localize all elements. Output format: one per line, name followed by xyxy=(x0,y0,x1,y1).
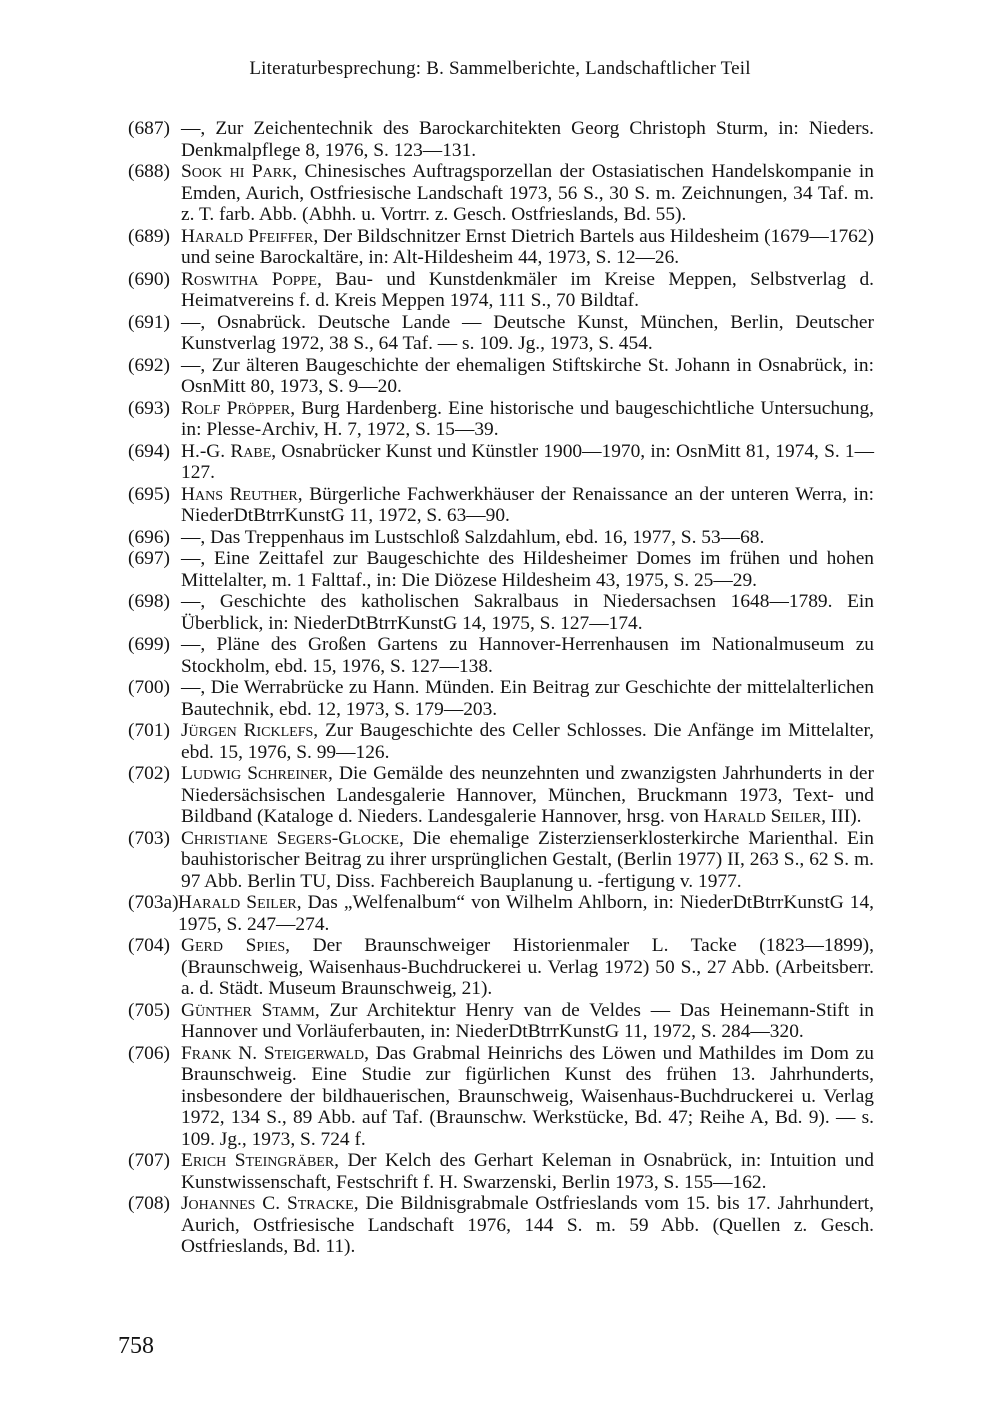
bibliography-entry xyxy=(128,161,874,226)
entry-number: (708) xyxy=(128,1193,171,1214)
entry-number: (703) xyxy=(128,827,171,849)
bibliography-entry xyxy=(128,484,874,527)
bibliography-entry xyxy=(128,1150,874,1193)
entry-number: (692) xyxy=(128,354,171,376)
entry-text: —, Pläne des Großen Gartens zu Hannover-Herrenhausen im Nationalmuseum zu Stockholm, ebd. 15, 1976, S. 127—138. xyxy=(181,634,874,677)
entry-text: —, Zur älteren Baugeschichte der ehemaligen Stiftskirche St. Johann in Osnabrück, in: OsnMitt 80, 1973, S. 9—20. xyxy=(181,354,874,397)
entry-text: , Zur Baugeschichte des Celler Schlosses. Die Anfänge im Mittelalter, ebd. 15, 1976, S. 99—126. xyxy=(181,720,874,763)
entry-author: Gerd Spies xyxy=(181,935,286,956)
entry-text: , Der Braunschweiger Historienmaler L. Tacke (1823—1899), (Braunschweig, Waisenhaus-Buchdruckerei u. Verlag 1972) 50 S., 27 Abb. (Arbeitsberr. a. d. Städt. Museum Braunschweig, 21). xyxy=(181,935,874,999)
entry-text: , Burg Hardenberg. Eine historische und baugeschichtliche Untersuchung, in: Plesse-Archiv, H. 7, 1972, S. 15—39. xyxy=(181,397,874,440)
entry-number: (695) xyxy=(128,483,171,505)
bibliography-entry xyxy=(128,1043,874,1151)
entry-number: (689) xyxy=(128,225,171,247)
entry-author: Sook hi Park xyxy=(181,161,293,182)
entry-number: (701) xyxy=(128,720,171,741)
entry-text: —, Eine Zeittafel zur Baugeschichte des Hildesheimer Domes im frühen und hohen Mittelalter, m. 1 Falttaf., in: Die Diözese Hildesheim 43, 1975, S. 25—29. xyxy=(181,548,874,591)
entry-text: —, Osnabrück. Deutsche Lande — Deutsche Kunst, München, Berlin, Deutscher Kunstverlag 1972, 38 S., 64 Taf. — s. 109. Jg., 1973, S. 454. xyxy=(181,311,874,354)
bibliography-entry xyxy=(128,355,874,398)
page-number: 758 xyxy=(118,1333,154,1359)
entry-number: (696) xyxy=(128,526,171,548)
entry-author: Ludwig Schreiner xyxy=(181,763,328,784)
entry-author: Harald Seiler xyxy=(178,892,297,913)
bibliography-entry xyxy=(128,763,874,828)
entry-author: Roswitha Poppe xyxy=(181,268,317,290)
entry-number: (704) xyxy=(128,935,171,956)
entry-text: , Die Bildnisgrabmale Ostfrieslands vom 15. bis 17. Jahrhundert, Aurich, Ostfriesische Landschaft 1976, 144 S. m. 59 Abb. (Quellen z. Gesch. Ostfrieslands, Bd. 11). xyxy=(181,1193,874,1257)
bibliography-entry xyxy=(128,269,874,312)
entry-editor: Harald Seiler xyxy=(703,806,822,827)
entry-number: (687) xyxy=(128,118,171,139)
bibliography-entry xyxy=(128,1193,874,1258)
entry-text: , Bürgerliche Fachwerkhäuser der Renaissance an der unteren Werra, in: NiederDtBtrrKunstG 11, 1972, S. 63—90. xyxy=(181,483,875,526)
entry-text: , Chinesisches Auftragsporzellan der Ostasiatischen Handelskompanie in Emden, Aurich, Ostfriesische Landschaft 1973, 56 S., 30 S. m. Zeichnungen, 34 Taf. m. z. T. farb. Abb. (Abhh. u. Vortrr. z. Gesch. Ostfrieslands, Bd. 55). xyxy=(181,161,874,225)
entry-text: —, Das Treppenhaus im Lustschloß Salzdahlum, ebd. 16, 1977, S. 53—68. xyxy=(181,526,765,548)
bibliography-entry xyxy=(128,720,874,763)
bibliography-entry xyxy=(128,935,874,1000)
entry-number: (707) xyxy=(128,1150,171,1171)
entry-text: , Der Kelch des Gerhart Keleman in Osnabrück, in: Intuition und Kunstwissenschaft, Festschrift f. H. Swarzenski, Berlin 1973, S. 155—162. xyxy=(181,1150,874,1193)
bibliography-entry xyxy=(128,591,874,634)
entry-author: Christiane Segers-Glocke xyxy=(181,827,399,849)
entry-author: Günther Stamm xyxy=(181,999,315,1021)
entry-text: —, Geschichte des katholischen Sakralbaus in Niedersachsen 1648—1789. Ein Überblick, in: NiederDtBtrrKunstG 14, 1975, S. 127—174. xyxy=(181,591,874,634)
entry-author: Erich Steingräber xyxy=(181,1150,335,1171)
bibliography-entry xyxy=(128,441,874,484)
bibliography-entry xyxy=(128,312,874,355)
entry-text: , Zur Architektur Henry van de Veldes — Das Heinemann-Stift in Hannover und Vorläuferbauten, in: NiederDtBtrrKunstG 11, 1972, S. 284—320. xyxy=(181,999,874,1042)
entry-text: —, Zur Zeichentechnik des Barockarchitekten Georg Christoph Sturm, in: Nieders. Denkmalpflege 8, 1976, S. 123—131. xyxy=(181,118,874,161)
entry-number: (705) xyxy=(128,999,171,1021)
entry-text: , Bau- und Kunstdenkmäler im Kreise Meppen, Selbstverlag d. Heimatvereins f. d. Kreis Meppen 1974, 111 S., 70 Bildtaf. xyxy=(181,268,874,311)
entry-author: H.-G. Rabe xyxy=(181,440,272,462)
entry-number: (699) xyxy=(128,634,171,655)
entry-number: (691) xyxy=(128,311,171,333)
entry-author: Jürgen Ricklefs xyxy=(181,720,314,741)
entry-text: —, Die Werrabrücke zu Hann. Münden. Ein Beitrag zur Geschichte der mittelalterlichen Bautechnik, ebd. 12, 1973, S. 179—203. xyxy=(181,677,874,720)
bibliography-entry xyxy=(128,226,874,269)
entry-text: , Das „Welfenalbum“ von Wilhelm Ahlborn, in: NiederDtBtrrKunstG 14, 1975, S. 247—274. xyxy=(178,892,875,935)
entry-number: (702) xyxy=(128,763,171,784)
entry-author: Johannes C. Stracke xyxy=(181,1193,354,1214)
bibliography-entry xyxy=(128,398,874,441)
bibliography-entry xyxy=(128,828,874,893)
bibliography-entry xyxy=(128,677,874,720)
bibliography-entry xyxy=(128,1000,874,1043)
entry-author: Rolf Pröpper xyxy=(181,397,291,419)
bibliography-entry xyxy=(128,548,874,591)
bibliography-entry xyxy=(128,527,874,549)
entry-text: , Die Gemälde des neunzehnten und zwanzigsten Jahrhunderts in der Niedersächsischen Landesgalerie Hannover, München, Bruckmann 1973, Text- und Bildband (Kataloge d. Nieders. Landesgalerie Hannover, hrsg. von xyxy=(181,763,874,827)
entry-text: , Der Bildschnitzer Ernst Dietrich Bartels aus Hildesheim (1679—1762) und seine Barockaltäre, in: Alt-Hildesheim 44, 1973, S. 12—26. xyxy=(181,225,874,268)
entry-number: (697) xyxy=(128,548,171,569)
entry-number: (706) xyxy=(128,1042,171,1064)
entry-author: Harald Pfeiffer xyxy=(181,225,314,247)
entry-text: , Das Grabmal Heinrichs des Löwen und Mathildes im Dom zu Braunschweig. Eine Studie zur figürlichen Kunst des frühen 13. Jahrhunderts, insbesondere der bildhauerischen, Braunschweig, Waisenhaus-Buchdruckerei u. Verlag 1972, 134 S., 89 Abb. auf Taf. (Braunschw. Werkstücke, Bd. 47; Reihe A, Bd. 9). — s. 109. Jg., 1973, S. 724 f. xyxy=(181,1042,874,1150)
entry-number: (698) xyxy=(128,591,171,612)
bibliography-entry xyxy=(128,892,874,935)
entry-author: Hans Reuther xyxy=(181,483,298,505)
bibliography-entry xyxy=(128,634,874,677)
entry-text-tail: , III). xyxy=(821,806,862,827)
entry-number: (690) xyxy=(128,268,171,290)
entry-author: Frank N. Steigerwald xyxy=(181,1042,365,1064)
running-header: Literaturbesprechung: B. Sammelberichte, Landschaftlicher Teil xyxy=(249,58,751,79)
entry-text: , Osnabrücker Kunst und Künstler 1900—1970, in: OsnMitt 81, 1974, S. 1—127. xyxy=(181,440,874,483)
entry-number: (703a) xyxy=(128,892,179,913)
bibliography-entry xyxy=(128,118,874,161)
entry-text: , Die ehemalige Zisterzienserklosterkirche Marienthal. Ein bauhistorischer Beitrag zu ihrer ursprünglichen Gestalt, (Berlin 1977) II, 263 S., 62 S. m. 97 Abb. Berlin TU, Diss. Fachbereich Bauplanung u. -fertigung v. 1977. xyxy=(181,827,874,892)
entry-number: (694) xyxy=(128,440,171,462)
entry-number: (693) xyxy=(128,397,171,419)
bibliography-list xyxy=(128,118,874,1258)
entry-number: (700) xyxy=(128,677,171,698)
entry-number: (688) xyxy=(128,161,171,182)
